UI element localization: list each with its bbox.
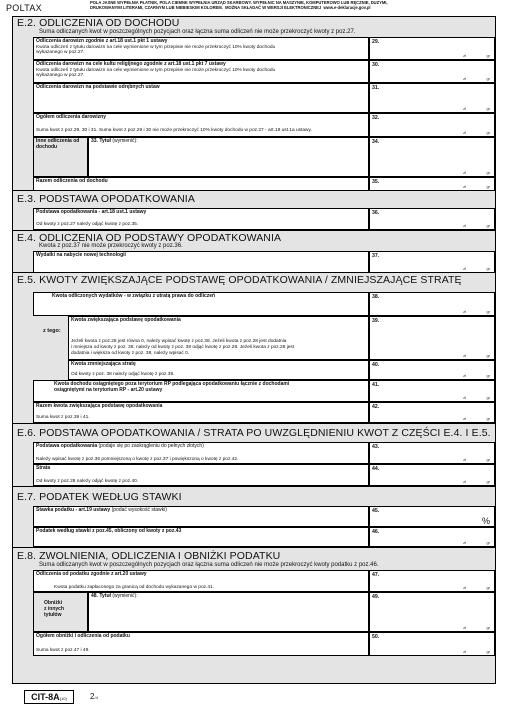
currency-zl-label: zł <box>463 479 466 484</box>
field-45-label: Stawka podatku - art.19 ustawy (podać wysokość stawki) <box>33 506 369 527</box>
currency-zl-label: zł <box>463 106 466 111</box>
currency-gr-label: gr <box>486 309 490 314</box>
field-47-input[interactable]: 47. zł gr <box>369 570 495 592</box>
currency-zl-label: zł <box>463 184 466 189</box>
field-42-input[interactable]: 42. zł gr <box>369 402 495 423</box>
field-29-input[interactable]: 29. zł gr <box>369 37 495 60</box>
section-e6 <box>13 423 495 485</box>
currency-zl-label: zł <box>463 266 466 271</box>
section-note: Kwota z poz.37 nie może przekroczyć kwoty z poz.36. <box>39 243 183 249</box>
currency-zl-label: zł <box>463 353 466 358</box>
field-33-side: Inne odliczenia od dochodu <box>33 137 88 177</box>
currency-gr-label: gr <box>486 184 490 189</box>
fill-instructions: POLA JASNE WYPEŁNIA PŁATNIK, POLA CIEMNE WYPEŁNIA URZĄD SKARBOWY. WYPEŁNIĆ NA MASZYNIE, KOMPUTEROWO LUB RĘCZNIE, DUŻYMI, DRUKOWANYMI LITERAMI, CZARNYM LUB NIEBIESKIM KOLOREM. MOŻNA SKŁADAĆ W WERSJI ELEKTRONICZNEJ www.e-deklaracje.gov.pl <box>90 1 388 10</box>
field-36-label: Podstawa opodatkowania - art.18 ust.1 ustawy Od kwoty z poz.27 należy odjąć kwotę z poz.35. <box>33 208 369 230</box>
section-e4 <box>13 230 495 272</box>
field-46-input[interactable]: 46. zł gr <box>369 527 495 547</box>
field-50-label: Ogółem obniżki i odliczenia od podatku Suma kwot z poz.47 i 49. <box>33 632 369 656</box>
field-31-label: Odliczenia darowizn na podstawie odrębnych ustaw <box>33 83 369 113</box>
field-38-input[interactable]: 38. zł gr <box>369 292 495 316</box>
currency-gr-label: gr <box>486 540 490 545</box>
field-30-input[interactable]: 30. zł gr <box>369 60 495 83</box>
field-39-label: Kwota zwiększająca podstawę opodatkowania Jeżeli kwota z poz.28 jest równa 0, należy wpisać kwotę z poz.38. Jeżeli kwota z poz.28 jest dodatnia i mniejsza od kwoty z poz. 38, należy od kwoty z poz. 38 odjąć kwotę z poz.28. Jeżeli kwota z poz.28 jest dodatnia i większa od kwoty z poz. 38, należy wpisać 0. <box>68 316 369 360</box>
field-30-label: Odliczenia darowizn na cele kultu religijnego zgodnie z art.18 ust.1 pkt 7 ustawy Kwota odliczeń z tytułu darowizn na cele wymienione w tym przepisie nie może przekroczyć 10% kwoty dochodu wykazanego w poz.27. <box>33 60 369 83</box>
currency-zl-label: zł <box>463 395 466 400</box>
currency-zl-label: zł <box>463 416 466 421</box>
section-title: E.7. PODATEK WEDŁUG STAWKI <box>17 491 182 503</box>
field-44-label: Strata Od kwoty z poz.28 należy odjąć kwotę z poz.40. <box>33 464 369 486</box>
currency-gr-label: gr <box>486 53 490 58</box>
section-e5 <box>13 272 495 422</box>
currency-gr-label: gr <box>486 266 490 271</box>
currency-zl-label: zł <box>463 540 466 545</box>
currency-zl-label: zł <box>463 373 466 378</box>
section-title: E.5. KWOTY ZWIĘKSZAJĄCE PODSTAWĘ OPODATKOWANIA / ZMNIEJSZAJĄCE STRATĘ <box>17 274 462 286</box>
currency-zl-label: zł <box>463 625 466 630</box>
currency-gr-label: gr <box>486 170 490 175</box>
currency-zl-label: zł <box>463 649 466 654</box>
currency-zl-label: zł <box>463 76 466 81</box>
currency-gr-label: gr <box>486 649 490 654</box>
currency-gr-label: gr <box>486 479 490 484</box>
field-29-label: Odliczenia darowizn zgodnie z art.18 ust.1 pkt 1 ustawy Kwota odliczeń z tytułu darowizn na cele wymienione w tym przepisie nie może przekroczyć 10% kwoty dochodu wykazanego w poz.27. <box>33 37 369 60</box>
field-35-input[interactable]: 35. zł gr <box>369 177 495 191</box>
field-40-input[interactable]: 40. zł gr <box>369 360 495 380</box>
section-title: E.2. ODLICZENIA OD DOCHODU <box>17 17 180 29</box>
field-31-input[interactable]: 31. zł gr <box>369 83 495 113</box>
currency-zl-label: zł <box>463 585 466 590</box>
currency-gr-label: gr <box>486 130 490 135</box>
currency-gr-label: gr <box>486 76 490 81</box>
field-47-label: Odliczenia od podatku zgodnie z art.20 ustawy Kwota podatku zapłaconego za granicą od dochodu wykazanego w poz.41. <box>33 570 369 592</box>
field-42-label: Razem kwota zwiększająca podstawę opodatkowania Suma kwot z poz.39 i 41. <box>33 402 369 423</box>
form-code: CIT-8A(10) <box>24 690 74 704</box>
field-43-input[interactable]: 43. zł gr <box>369 442 495 464</box>
section-note: Suma odliczanych kwot w poszczególnych pozycjach oraz łączna suma odliczeń nie może przekroczyć kwoty podatku z poz.46. <box>39 562 379 568</box>
currency-gr-label: gr <box>486 625 490 630</box>
currency-gr-label: gr <box>486 373 490 378</box>
currency-zl-label: zł <box>463 53 466 58</box>
field-48-title-input[interactable]: 48. Tytuł (wymienić): <box>88 592 369 632</box>
section-title: E.4. ODLICZENIA OD PODSTAWY OPODATKOWANIA <box>17 232 282 244</box>
field-39-input[interactable]: 39. zł gr <box>369 316 495 360</box>
field-40-label: Kwota zmniejszająca stratę Od kwoty z poz. 38 należy odjąć kwotę z poz.39. <box>68 360 369 380</box>
section-e3 <box>13 190 495 230</box>
currency-zl-label: zł <box>463 457 466 462</box>
currency-gr-label: gr <box>486 395 490 400</box>
currency-gr-label: gr <box>486 416 490 421</box>
other-reductions-side: Obniżki z innych tytułów <box>33 592 88 632</box>
page-footer <box>0 686 510 708</box>
currency-gr-label: gr <box>486 457 490 462</box>
field-44-input[interactable]: 44. zł gr <box>369 464 495 486</box>
poltax-logo: POLTAX <box>6 3 42 13</box>
field-32-input[interactable]: 32. zł gr <box>369 113 495 137</box>
currency-gr-label: gr <box>486 585 490 590</box>
currency-gr-label: gr <box>486 106 490 111</box>
field-37-input[interactable]: 37. zł gr <box>369 251 495 273</box>
field-45-input[interactable]: 45. % <box>369 506 495 527</box>
section-e7 <box>13 486 495 546</box>
field-49-input[interactable]: 49. zł gr <box>369 592 495 632</box>
section-title: E.3. PODSTAWA OPODATKOWANIA <box>17 193 195 205</box>
field-38-label: Kwota odliczonych wydatków - w związku z utratą prawa do odliczeń <box>33 292 369 316</box>
currency-gr-label: gr <box>486 353 490 358</box>
currency-gr-label: gr <box>486 223 490 228</box>
field-35-label: Razem odliczenia od dochodu <box>33 177 369 191</box>
currency-zl-label: zł <box>463 130 466 135</box>
field-41-input[interactable]: 41. zł gr <box>369 380 495 402</box>
field-32-label: Ogółem odliczenia darowizny Suma kwot z poz.29, 30 i 31. Suma kwot z poz.29 i 30 nie może przekroczyć 10% kwoty dochodu w poz.27 - art.18 ust.1a ustawy. <box>33 113 369 137</box>
page-number: 2/4 <box>90 692 98 701</box>
field-50-input[interactable]: 50. zł gr <box>369 632 495 656</box>
field-46-label: Podatek według stawki z poz.45, obliczony od kwoty z poz.43 <box>33 527 369 547</box>
currency-zl-label: zł <box>463 309 466 314</box>
section-e8 <box>13 547 495 683</box>
section-title: E.8. ZWOLNIENIA, ODLICZENIA I OBNIŻKI PODATKU <box>17 550 281 562</box>
field-37-label: Wydatki na nabycie nowej technologii <box>33 251 369 273</box>
section-e2 <box>13 16 495 190</box>
currency-zl-label: zł <box>463 170 466 175</box>
field-33-title-input[interactable]: 33. Tytuł (wymienić): <box>88 137 369 177</box>
field-36-input[interactable]: 36. zł gr <box>369 208 495 230</box>
field-41-label: Kwota dochodu osiągniętego poza terytorium RP podlegająca opodatkowaniu łącznie z dochodami osiągniętymi na terytorium RP - art.20 ustawy <box>33 380 369 402</box>
field-43-label: Podstawa opodatkowania (podaje się po zaokrągleniu do pełnych złotych) Należy wpisać kwotę z poz.36 pomniejszoną o kwotę z poz.37 i powiększoną o kwotę z poz.42. <box>33 442 369 464</box>
percent-sign: % <box>481 516 490 526</box>
section-title: E.6. PODSTAWA OPODATKOWANIA / STRATA PO UWZGLĘDNIENIU KWOT Z CZĘŚCI E.4. I E.5. <box>17 427 491 439</box>
page-header <box>0 0 510 15</box>
section-note: Suma odliczanych kwot w poszczególnych pozycjach oraz łączna suma odliczeń nie może przekroczyć kwoty z poz.27. <box>39 29 356 35</box>
of-which-label: z tego: <box>43 328 61 334</box>
currency-zl-label: zł <box>463 223 466 228</box>
field-34-input[interactable]: 34. zł gr <box>369 137 495 177</box>
